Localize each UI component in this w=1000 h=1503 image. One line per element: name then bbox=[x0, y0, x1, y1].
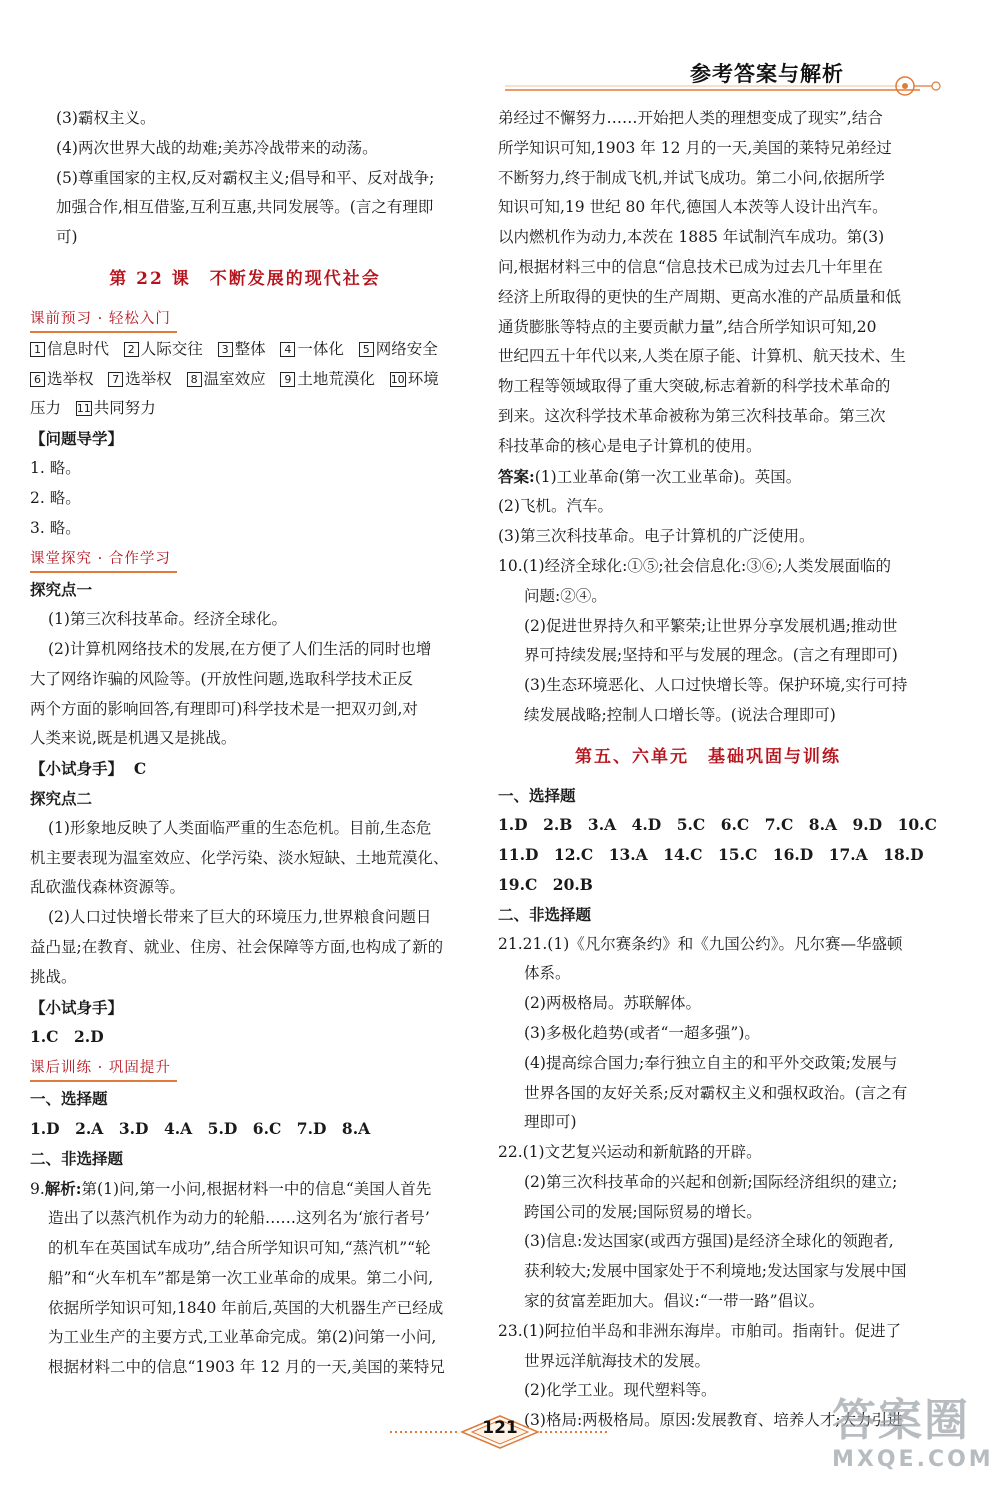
q9-first-line bbox=[30, 1174, 460, 1205]
q23-line: 23.(1)阿拉伯半岛和非洲东海岸。市舶司。指南针。促进了 bbox=[498, 1321, 902, 1340]
q9-cont-line: 物工程等领域取得了重大突破,标志着新的科学技术革命的 bbox=[498, 377, 891, 396]
intro-line: (5)尊重国家的主权,反对霸权主义;倡导和平、反对战争; bbox=[56, 168, 435, 187]
item-number: 4 bbox=[280, 342, 295, 357]
q10-line: 10.(1)经济全球化:①⑤;社会信息化:③⑥;人类发展面临的 bbox=[498, 556, 891, 575]
q22-line: 获利较大;发展中国家处于不利境地;发达国家与发展中国 bbox=[524, 1262, 907, 1281]
q9-cont-line: 科技革命的核心是电子计算机的使用。 bbox=[498, 436, 762, 455]
point2-line: (1)形象地反映了人类面临严重的生态危机。目前,生态危 bbox=[48, 818, 432, 837]
intro-line: (3)霸权主义。 bbox=[56, 109, 156, 127]
q9-cont-line: 知识可知,19 世纪 80 年代,德国人本茨等人设计出汽车。 bbox=[498, 198, 888, 217]
q9-cont-line: 通货膨胀等特点的主要贡献力量”,结合所学知识可知,20 bbox=[498, 317, 877, 336]
q9-analysis-label: 解析: bbox=[44, 1178, 82, 1198]
q21-line: (3)多极化趋势(或者“一超多强”)。 bbox=[524, 1023, 760, 1042]
page-header bbox=[0, 0, 1000, 100]
answer-label: 答案: bbox=[498, 466, 535, 486]
q21-line: (2)两极格局。苏联解体。 bbox=[524, 994, 701, 1013]
intro-line: 加强合作,相互借鉴,互利互惠,共同发展等。(言之有理即 bbox=[56, 198, 434, 217]
header-title: 参考答案与解析 bbox=[690, 62, 844, 86]
unit-title: 第五、六单元 基础巩固与训练 bbox=[575, 746, 841, 767]
q9-label: 9. bbox=[30, 1179, 45, 1198]
q22-line: 家的贫富差距加大。倡议:“一带一路”倡议。 bbox=[524, 1292, 825, 1311]
left-column bbox=[30, 104, 460, 1383]
q9-line: 为工业生产的主要方式,工业革命完成。第(2)问第一小问, bbox=[48, 1328, 437, 1347]
guide-item: 1. 略。 bbox=[30, 458, 81, 477]
point1-line: (1)第三次科技革命。经济全球化。 bbox=[48, 610, 287, 629]
q9-line: 船”和“火车机车”都是第一次工业革命的成果。第二小问, bbox=[48, 1268, 434, 1287]
preview-item: 共同努力 bbox=[93, 399, 156, 418]
watermark-small-text: MXQE.COM bbox=[832, 1447, 994, 1472]
point1-line: 两个方面的影响回答,有理即可)科学技术是一把双刃剑,对 bbox=[30, 699, 418, 718]
point2-line: 挑战。 bbox=[30, 967, 77, 986]
q9-cont-line: 经济上所取得的更快的生产周期、更高水准的产品质量和低 bbox=[498, 287, 902, 306]
header-ornament-icon bbox=[0, 0, 1000, 100]
preview-item: 温室效应 bbox=[203, 369, 266, 388]
q23-line: (3)格局:两极格局。原因:发展教育、培养人才;大力引进 bbox=[524, 1411, 903, 1430]
preview-item: 一体化 bbox=[297, 339, 344, 358]
q10-line: 问题:②④。 bbox=[524, 586, 607, 605]
try2-answer: 1.C 2.D bbox=[30, 1027, 104, 1047]
preview-item: 选举权 bbox=[47, 369, 94, 388]
class-heading: 课堂探究 · 合作学习 bbox=[30, 547, 177, 573]
point2-line: (2)人口过快增长带来了巨大的环境压力,世界粮食问题日 bbox=[48, 908, 432, 927]
guide-item: 2. 略。 bbox=[30, 488, 81, 507]
choice-answers: 1.D 2.A 3.D 4.A 5.D 6.C 7.D 8.A bbox=[30, 1118, 371, 1138]
q9-cont-line: 弟经过不懈努力……开始把人类的理想变成了现实”,结合 bbox=[498, 109, 883, 127]
q9-cont-line: 问,根据材料三中的信息“信息技术已成为过去几十年里在 bbox=[498, 257, 883, 276]
preview-item: 土地荒漠化 bbox=[297, 369, 375, 388]
q10-line: 界可持续发展;坚持和平与发展的理念。(言之有理即可) bbox=[524, 646, 898, 665]
choice-heading: 一、选择题 bbox=[498, 785, 576, 805]
preview-item: 环境 bbox=[407, 369, 439, 388]
preview-item: 信息时代 bbox=[47, 339, 110, 358]
q9-answer: (3)第三次科技革命。电子计算机的广泛使用。 bbox=[498, 527, 815, 546]
preview-line-2 bbox=[30, 365, 460, 395]
q21-line: 世界各国的友好关系;反对霸权主义和强权政治。(言之有 bbox=[524, 1083, 908, 1102]
point2-line: 益凸显;在教育、就业、住房、社会保障等方面,也构成了新的 bbox=[30, 937, 444, 956]
q9-cont-line: 所学知识可知,1903 年 12 月的一天,美国的莱特兄弟经过 bbox=[498, 138, 892, 157]
point2-line: 机主要表现为温室效应、化学污染、淡水短缺、土地荒漠化、 bbox=[30, 848, 449, 867]
q9-answer: (2)飞机。汽车。 bbox=[498, 497, 613, 516]
point1-line: 人类来说,既是机遇又是挑战。 bbox=[30, 729, 237, 748]
q22-line: (3)信息:发达国家(或西方强国)是经济全球化的领跑者, bbox=[524, 1232, 894, 1251]
try2-label: 【小试身手】 bbox=[30, 997, 124, 1017]
q21-line: 理即可) bbox=[524, 1113, 577, 1132]
q9-first: 第(1)问,第一小问,根据材料一中的信息“美国人首先 bbox=[81, 1179, 432, 1198]
item-number: 7 bbox=[108, 372, 123, 387]
item-number: 10 bbox=[390, 372, 405, 386]
guide-item: 3. 略。 bbox=[30, 518, 81, 537]
try1-answer: C bbox=[133, 759, 147, 779]
item-number: 1 bbox=[30, 342, 45, 357]
right-column bbox=[498, 104, 937, 1436]
q10-line: 续发展战略;控制人口增长等。(说法合理即可) bbox=[524, 705, 836, 724]
q9-cont-line: 世纪四五十年代以来,人类在原子能、计算机、航天技术、生 bbox=[498, 347, 906, 366]
intro-line: 可) bbox=[56, 228, 78, 247]
preview-item: 压力 bbox=[30, 399, 62, 418]
q9-cont-line: 到来。这次科学技术革命被称为第三次科技革命。第三次 bbox=[498, 406, 886, 425]
preview-heading: 课前预习 · 轻松入门 bbox=[30, 307, 177, 333]
page-number-badge bbox=[390, 1412, 610, 1452]
q9-line: 根据材料二中的信息“1903 年 12 月的一天,美国的莱特兄 bbox=[48, 1358, 445, 1377]
point1-title: 探究点一 bbox=[30, 580, 93, 600]
preview-item: 人际交往 bbox=[140, 339, 203, 358]
watermark-logo bbox=[832, 1395, 992, 1495]
intro-line: (4)两次世界大战的劫难;美苏冷战带来的动荡。 bbox=[56, 138, 378, 157]
q22-line: (2)第三次科技革命的兴起和创新;国际经济组织的建立; bbox=[524, 1172, 898, 1191]
preview-item: 选举权 bbox=[125, 369, 172, 388]
q9-answer: (1)工业革命(第一次工业革命)。英国。 bbox=[534, 467, 802, 486]
item-number: 8 bbox=[187, 372, 202, 387]
q21-line: (4)提高综合国力;奉行独立自主的和平外交政策;发展与 bbox=[524, 1053, 898, 1072]
q23-line: 世界远洋航海技术的发展。 bbox=[524, 1351, 711, 1370]
q9-cont-line: 以内燃机作为动力,本茨在 1885 年试制汽车成功。第(3) bbox=[498, 228, 885, 247]
q9-cont-line: 不断努力,终于制成飞机,并试飞成功。第二小问,依据所学 bbox=[498, 168, 885, 187]
item-number: 6 bbox=[30, 372, 45, 387]
preview-item: 网络安全 bbox=[375, 339, 438, 358]
nonchoice-heading: 二、非选择题 bbox=[30, 1148, 124, 1168]
point1-line: (2)计算机网络技术的发展,在方便了人们生活的同时也增 bbox=[48, 639, 432, 658]
q22-line: 跨国公司的发展;国际贸易的增长。 bbox=[524, 1202, 762, 1221]
lesson-title: 第 22 课 不断发展的现代社会 bbox=[109, 268, 381, 289]
q10-line: (3)生态环境恶化、人口过快增长等。保护环境,实行可持 bbox=[524, 676, 908, 695]
try1-label: 【小试身手】 bbox=[30, 759, 124, 779]
item-number: 9 bbox=[280, 372, 295, 387]
try1-line bbox=[30, 754, 460, 784]
q21-line: 体系。 bbox=[524, 964, 571, 983]
item-number: 11 bbox=[76, 402, 91, 416]
after-heading: 课后训练 · 巩固提升 bbox=[30, 1056, 177, 1082]
choice-answers: 19.C 20.B bbox=[498, 874, 593, 894]
point2-title: 探究点二 bbox=[30, 788, 93, 808]
item-number: 3 bbox=[218, 342, 233, 357]
nonchoice-heading: 二、非选择题 bbox=[498, 904, 592, 924]
q9-line: 造出了以蒸汽机作为动力的轮船……这列名为‘旅行者号’ bbox=[48, 1209, 430, 1228]
q23-line: (2)化学工业。现代塑料等。 bbox=[524, 1381, 717, 1400]
choice-answers: 1.D 2.B 3.A 4.D 5.C 6.C 7.C 8.A 9.D 10.C bbox=[498, 815, 937, 835]
item-number: 2 bbox=[124, 342, 139, 357]
preview-line-3 bbox=[30, 394, 460, 424]
q9-line: 的机车在英国试车成功”,结合所学知识可知,“蒸汽机”“轮 bbox=[48, 1239, 431, 1258]
point1-line: 大了网络诈骗的风险等。(开放性问题,选取科学技术正反 bbox=[30, 669, 413, 688]
q22-line: 22.(1)文艺复兴运动和新航路的开辟。 bbox=[498, 1143, 762, 1162]
q21-line: 21.21.(1)《凡尔赛条约》和《九国公约》。凡尔赛—华盛顿 bbox=[498, 934, 903, 953]
q9-answer-first bbox=[498, 462, 918, 493]
point2-line: 乱砍滥伐森林资源等。 bbox=[30, 878, 186, 897]
q9-line: 依据所学知识可知,1840 年前后,英国的大机器生产已经成 bbox=[48, 1298, 444, 1317]
page-number: 121 bbox=[482, 1418, 518, 1438]
preview-line-1 bbox=[30, 335, 460, 365]
choice-heading: 一、选择题 bbox=[30, 1089, 108, 1109]
watermark-big-text: 答案圈 bbox=[832, 1395, 970, 1446]
q10-line: (2)促进世界持久和平繁荣;让世界分享发展机遇;推动世 bbox=[524, 616, 898, 635]
preview-item: 整体 bbox=[234, 339, 266, 358]
item-number: 5 bbox=[359, 342, 374, 357]
guide-heading: 【问题导学】 bbox=[30, 429, 124, 449]
choice-answers: 11.D 12.C 13.A 14.C 15.C 16.D 17.A 18.D bbox=[498, 845, 924, 865]
